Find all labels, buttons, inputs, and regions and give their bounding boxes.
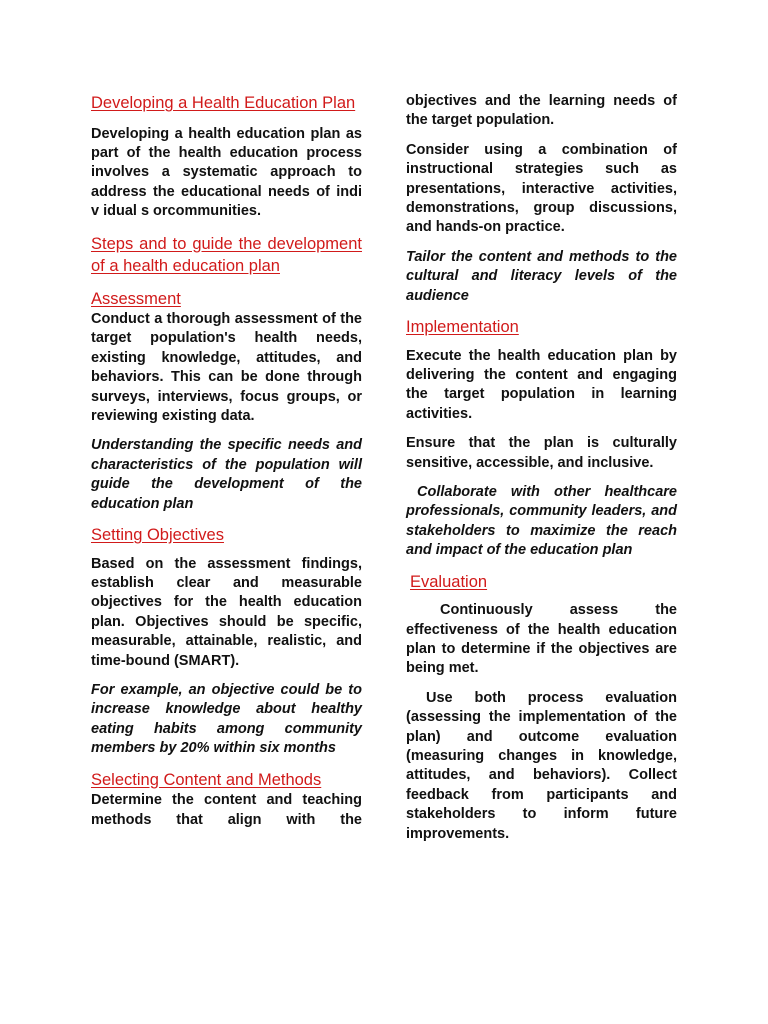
assessment-paragraph: Conduct a thorough assessment of the target population's health needs, existing knowledge, attitudes, and behaviors. This can be done through surveys, interviews, focus groups, or reviewing existing data. bbox=[91, 311, 362, 425]
ensure-paragraph: Ensure that the plan is culturally sensitive, accessible, and inclusive. bbox=[406, 435, 677, 471]
assessment-heading: Assessment bbox=[91, 289, 181, 308]
steps-heading-line1: Steps and to guide the development bbox=[91, 234, 362, 253]
content-heading: Selecting Content and Methods bbox=[91, 770, 322, 789]
implementation-paragraph: Execute the health education plan by delivering the content and engaging the target population in learning activities. bbox=[406, 347, 677, 422]
evaluation-heading: Evaluation bbox=[410, 572, 488, 591]
strategies-paragraph: Consider using a combination of instructional strategies such as presentations, interactive activities, demonstrations, group discussions, and hands-on practice. bbox=[406, 141, 677, 236]
objectives-paragraph: Based on the assessment findings, establish clear and measurable objectives for the health education plan. Objectives should be specific, measurable, attainable, realistic, and time-bound (SMART). bbox=[91, 555, 362, 669]
steps-heading-line2: of a health education plan bbox=[91, 257, 280, 276]
document-title: Developing a Health Education Plan bbox=[91, 94, 356, 112]
intro-paragraph: Developing a health education plan as part of the health education process involves a systematic approach to address the educational needs of indi v idual s orcommunities. bbox=[91, 125, 362, 220]
evaluation-paragraph: Continuously assess the effectiveness of the health education plan to determine if the objectives are being met. bbox=[406, 602, 677, 677]
assessment-note: Understanding the specific needs and characteristics of the population will guide the development of the education plan bbox=[91, 437, 362, 512]
tailor-note: Tailor the content and methods to the cultural and literacy levels of the audience bbox=[406, 248, 677, 304]
evaluation-methods-paragraph: Use both process evaluation (assessing the implementation of the plan) and outcome evaluation (measuring changes in knowledge, attitudes, and behaviors). Collect feedback from participants and stakeholders to inform future improvements. bbox=[406, 689, 677, 842]
steps-heading bbox=[91, 233, 362, 278]
objectives-heading: Setting Objectives bbox=[91, 526, 224, 545]
objectives-example: For example, an objective could be to increase knowledge about healthy eating habits among community members by 20% within six months bbox=[91, 682, 362, 757]
collaborate-note: Collaborate with other healthcare professionals, community leaders, and stakeholders to maximize the reach and impact of the education plan bbox=[406, 484, 677, 559]
implementation-heading: Implementation bbox=[406, 318, 519, 337]
right-column bbox=[406, 92, 677, 844]
content-continued-paragraph: objectives and the learning needs of the target population. bbox=[406, 93, 677, 129]
left-column bbox=[91, 92, 362, 830]
content-paragraph: Determine the content and teaching methods that align with the bbox=[91, 792, 362, 828]
